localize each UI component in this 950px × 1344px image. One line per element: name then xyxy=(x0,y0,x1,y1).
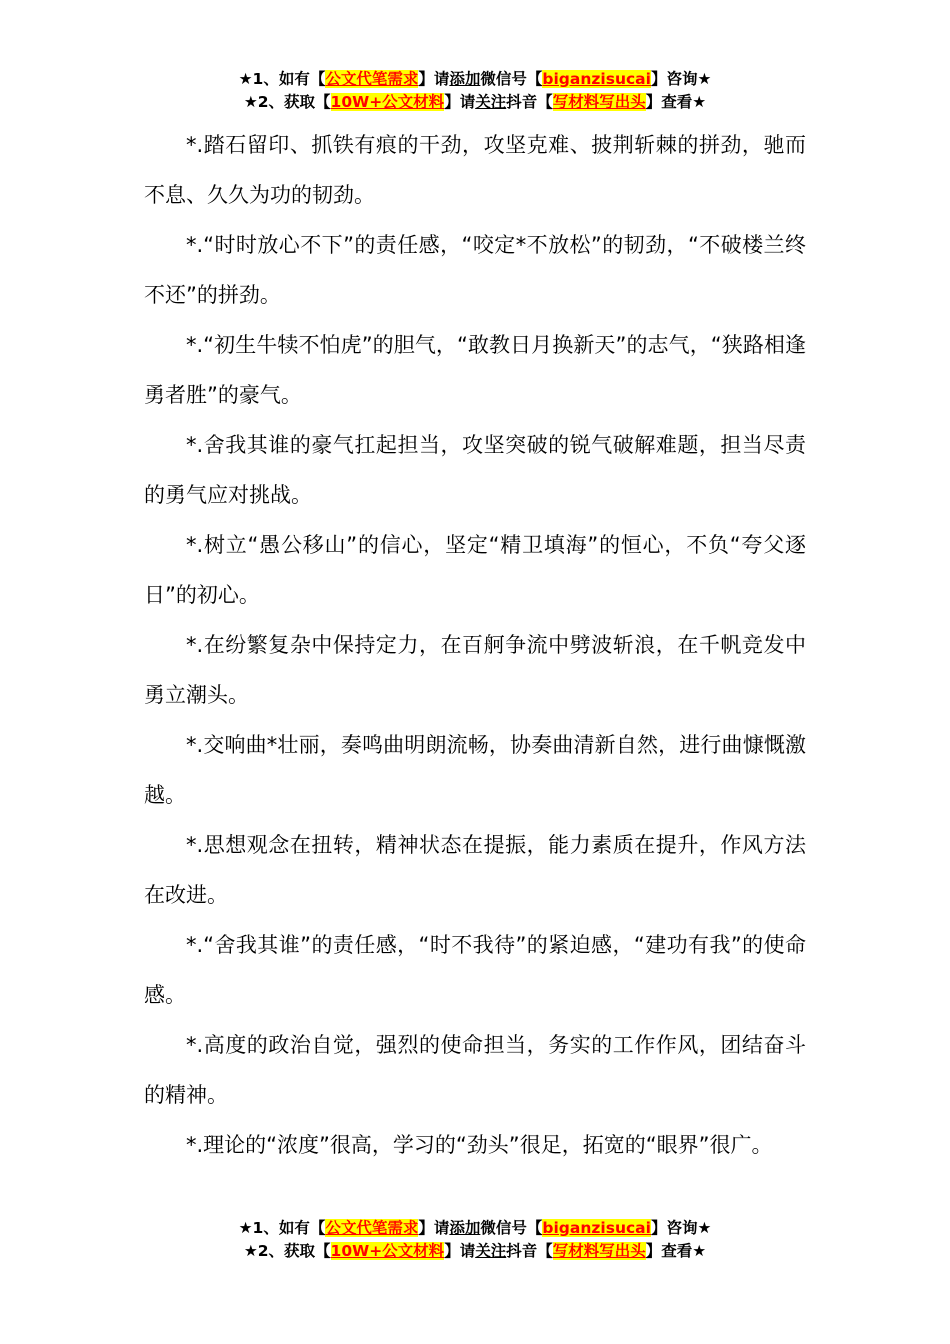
banner-line-2: ★2、获取【10W+公文材料】请关注抖音【写材料写出头】查看★ xyxy=(243,93,707,111)
document-body xyxy=(144,120,806,1170)
paragraph: *.“舍我其谁”的责任感，“时不我待”的紧迫感，“建功有我”的使命感。 xyxy=(144,933,806,1007)
star-icon: ★ xyxy=(238,1219,253,1237)
wechat-id-highlight: biganzisucai xyxy=(542,1219,651,1237)
footer-banner xyxy=(0,1217,950,1263)
star-icon: ★ xyxy=(243,1242,258,1260)
add-emphasis: 添加 xyxy=(449,1219,481,1237)
paragraph: *.理论的“浓度”很高，学习的“劲头”很足，拓宽的“眼界”很广。 xyxy=(186,1133,773,1157)
douyin-id-highlight: 写材料写出头 xyxy=(552,93,646,111)
banner-line-1: ★1、如有【公文代笔需求】请添加微信号【biganzisucai】咨询★ xyxy=(238,1219,712,1237)
star-icon: ★ xyxy=(697,1219,712,1237)
star-icon: ★ xyxy=(692,1242,707,1260)
paragraph: *.踏石留印、抓铁有痕的干劲，攻坚克难、披荆斩棘的拼劲，驰而不息、久久为功的韧劲。 xyxy=(144,133,806,207)
paragraph: *.舍我其谁的豪气扛起担当，攻坚突破的锐气破解难题，担当尽责的勇气应对挑战。 xyxy=(144,433,806,507)
follow-emphasis: 关注 xyxy=(475,93,507,111)
star-icon: ★ xyxy=(692,93,707,111)
paragraph: *.思想观念在扭转，精神状态在提振，能力素质在提升，作风方法在改进。 xyxy=(144,833,806,907)
paragraph: *.交响曲*壮丽，奏鸣曲明朗流畅，协奏曲清新自然，进行曲慷慨激越。 xyxy=(144,733,806,807)
paragraph: *.“时时放心不下”的责任感，“咬定*不放松”的韧劲，“不破楼兰终不还”的拼劲。 xyxy=(144,233,806,307)
service-highlight: 公文代笔需求 xyxy=(325,1219,419,1237)
paragraph: *.在纷繁复杂中保持定力，在百舸争流中劈波斩浪，在千帆竞发中勇立潮头。 xyxy=(144,633,806,707)
wechat-id-highlight: biganzisucai xyxy=(542,70,651,88)
star-icon: ★ xyxy=(697,70,712,88)
paragraph: *.“初生牛犊不怕虎”的胆气，“敢教日月换新天”的志气，“狭路相逢勇者胜”的豪气。 xyxy=(144,333,806,407)
header-banner xyxy=(0,68,950,114)
douyin-id-highlight: 写材料写出头 xyxy=(552,1242,646,1260)
banner-line-1: ★1、如有【公文代笔需求】请添加微信号【biganzisucai】咨询★ xyxy=(238,70,712,88)
star-icon: ★ xyxy=(238,70,253,88)
service-highlight: 公文代笔需求 xyxy=(325,70,419,88)
paragraph: *.树立“愚公移山”的信心，坚定“精卫填海”的恒心，不负“夸父逐日”的初心。 xyxy=(144,533,806,607)
paragraph: *.高度的政治自觉，强烈的使命担当，务实的工作作风，团结奋斗的精神。 xyxy=(144,1033,806,1107)
follow-emphasis: 关注 xyxy=(475,1242,507,1260)
banner-line-2: ★2、获取【10W+公文材料】请关注抖音【写材料写出头】查看★ xyxy=(243,1242,707,1260)
materials-highlight: 10W+公文材料 xyxy=(330,1242,445,1260)
star-icon: ★ xyxy=(243,93,258,111)
materials-highlight: 10W+公文材料 xyxy=(330,93,445,111)
add-emphasis: 添加 xyxy=(449,70,481,88)
